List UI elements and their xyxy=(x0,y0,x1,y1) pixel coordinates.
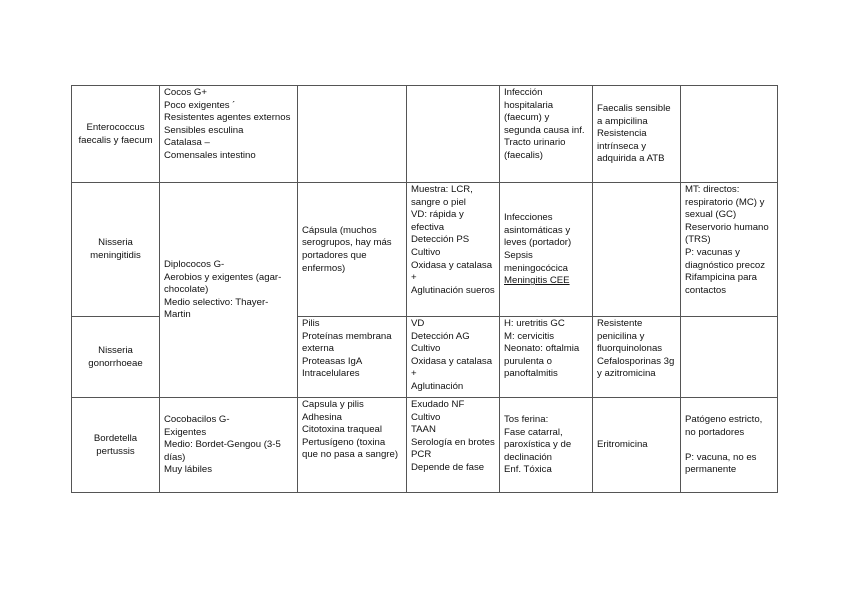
cell-line: Reservorio humano (TRS) xyxy=(685,221,769,246)
otros-cell xyxy=(681,86,778,183)
tratamiento-cell xyxy=(593,86,681,183)
clinica-cell xyxy=(500,183,593,317)
cell-line: Exudado NF xyxy=(411,399,465,410)
cell-line: Eritromicina xyxy=(597,439,648,451)
cell-line: Cocos G+ xyxy=(164,87,207,98)
tratamiento-cell xyxy=(593,183,681,317)
cell-line: Neonato: oftalmia purulenta o panoftalmitis xyxy=(504,343,580,380)
clinica-cell xyxy=(500,86,593,183)
cell-line: Patógeno estricto, no portadores xyxy=(685,414,763,438)
cell-line: Resistente penicilina y fluorquinolonas xyxy=(597,318,663,355)
cell-line: Faecalis sensible a ampicilina xyxy=(597,103,671,127)
cell-line: Depende de fase xyxy=(411,461,485,473)
cell-line: Poco exigentes ´ xyxy=(164,99,236,111)
table-row xyxy=(72,86,778,183)
cell-line: Medio: Bordet-Gengou (3-5 días) xyxy=(164,439,281,463)
meningitis-underlined: Meningitis CEE xyxy=(504,275,570,287)
diagnostico-cell xyxy=(407,183,500,317)
cell-line: Exigentes xyxy=(164,426,207,438)
cell-line: Muy lábiles xyxy=(164,464,212,476)
cell-line xyxy=(685,439,773,452)
otros-cell xyxy=(681,317,778,398)
cell-line: Adhesina xyxy=(302,411,343,423)
organism-cell: Enterococcus faecalis y faecum xyxy=(72,86,160,183)
cell-line: Proteínas membrana externa xyxy=(302,330,392,355)
otros-cell xyxy=(681,183,778,317)
cell-line: Tos ferina: xyxy=(504,414,549,426)
clinica-cell xyxy=(500,317,593,398)
cell-line: P: vacunas y diagnóstico precoz xyxy=(685,246,765,271)
cell-line: Enf. Tóxica xyxy=(504,464,552,476)
virulencia-cell xyxy=(298,317,407,398)
diagnostico-cell xyxy=(407,317,500,398)
cell-line: Aglutinación sueros xyxy=(411,284,495,296)
cell-line: P: vacuna, no es permanente xyxy=(685,451,757,476)
cell-line: Rifampicina para contactos xyxy=(685,272,757,296)
cell-line: VD xyxy=(411,318,425,329)
cell-line: Sensibles esculina xyxy=(164,124,244,136)
cell-line: Cultivo xyxy=(411,411,441,423)
cell-line: Medio selectivo: Thayer-Martin xyxy=(164,296,269,321)
cell-line: Cultivo xyxy=(411,343,441,355)
cell-line: Infección hospitalaria (faecum) y segunda causa inf. Tracto urinario (faecalis) xyxy=(504,87,585,161)
tratamiento-cell xyxy=(593,398,681,493)
cell-line: Proteasas IgA xyxy=(302,355,363,367)
cell-line: Muestra: LCR, sangre o piel xyxy=(411,184,473,208)
cell-line: M: cervicitis xyxy=(504,330,555,342)
diagnostico-cell xyxy=(407,86,500,183)
cell-line: Catalasa – xyxy=(164,137,210,149)
otros-cell xyxy=(681,398,778,493)
cell-line: Pertusígeno (toxina que no pasa a sangre) xyxy=(302,436,399,461)
cell-line: Resistencia intrínseca y adquirida a ATB xyxy=(597,128,665,165)
cell-line: Comensales intestino xyxy=(164,149,256,161)
cell-line: MT: directos: respiratorio (MC) y sexual (GC) xyxy=(685,184,765,221)
table-row xyxy=(72,398,778,493)
cell-line: TAAN xyxy=(411,424,436,436)
cell-line: Cultivo xyxy=(411,246,441,258)
morfologia-cell xyxy=(160,183,298,398)
cell-line: Aerobios y exigentes (agar-chocolate) xyxy=(164,271,282,296)
cell-line: H: uretritis GC xyxy=(504,318,565,329)
cell-line: Aglutinación xyxy=(411,380,464,392)
bacteria-table xyxy=(71,85,778,493)
virulencia-cell xyxy=(298,398,407,493)
table-row xyxy=(72,183,778,317)
cell-line: Serología en brotes xyxy=(411,436,495,448)
cell-line: Sepsis meningocócica xyxy=(504,250,568,274)
cell-line: Citotoxina traqueal xyxy=(302,424,382,436)
cell-line: Capsula y pilis xyxy=(302,399,364,410)
cell-line: Cocobacilos G- xyxy=(164,414,230,426)
cell-line: Resistentes agentes externos xyxy=(164,112,291,124)
tratamiento-cell xyxy=(593,317,681,398)
cell-line: Detección AG xyxy=(411,330,470,342)
cell-line: Cápsula (muchos serogrupos, hay más portadores que enfermos) xyxy=(302,224,392,274)
virulencia-cell xyxy=(298,183,407,317)
cell-line: Oxidasa y catalasa + xyxy=(411,259,493,284)
cell-line: Cefalosporinas 3g y azitromicina xyxy=(597,355,675,380)
morfologia-cell xyxy=(160,86,298,183)
virulencia-cell xyxy=(298,86,407,183)
diagnostico-cell xyxy=(407,398,500,493)
cell-line: VD: rápida y efectiva xyxy=(411,209,464,233)
morfologia-cell xyxy=(160,398,298,493)
cell-line: Fase catarral, paroxística y de declinación xyxy=(504,426,572,463)
cell-line: Detección PS xyxy=(411,234,470,246)
organism-cell: Nisseria gonorrhoeae xyxy=(72,317,160,398)
organism-cell: Nisseria meningitidis xyxy=(72,183,160,317)
cell-line: Infecciones asintomáticas y leves (portador) xyxy=(504,212,572,249)
cell-line: PCR xyxy=(411,449,432,461)
clinica-cell xyxy=(500,398,593,493)
cell-line: Diplococos G- xyxy=(164,259,225,271)
cell-line: Oxidasa y catalasa + xyxy=(411,355,493,380)
cell-line: Intracelulares xyxy=(302,368,360,380)
cell-line: Pilis xyxy=(302,318,320,329)
organism-cell: Bordetella pertussis xyxy=(72,398,160,493)
